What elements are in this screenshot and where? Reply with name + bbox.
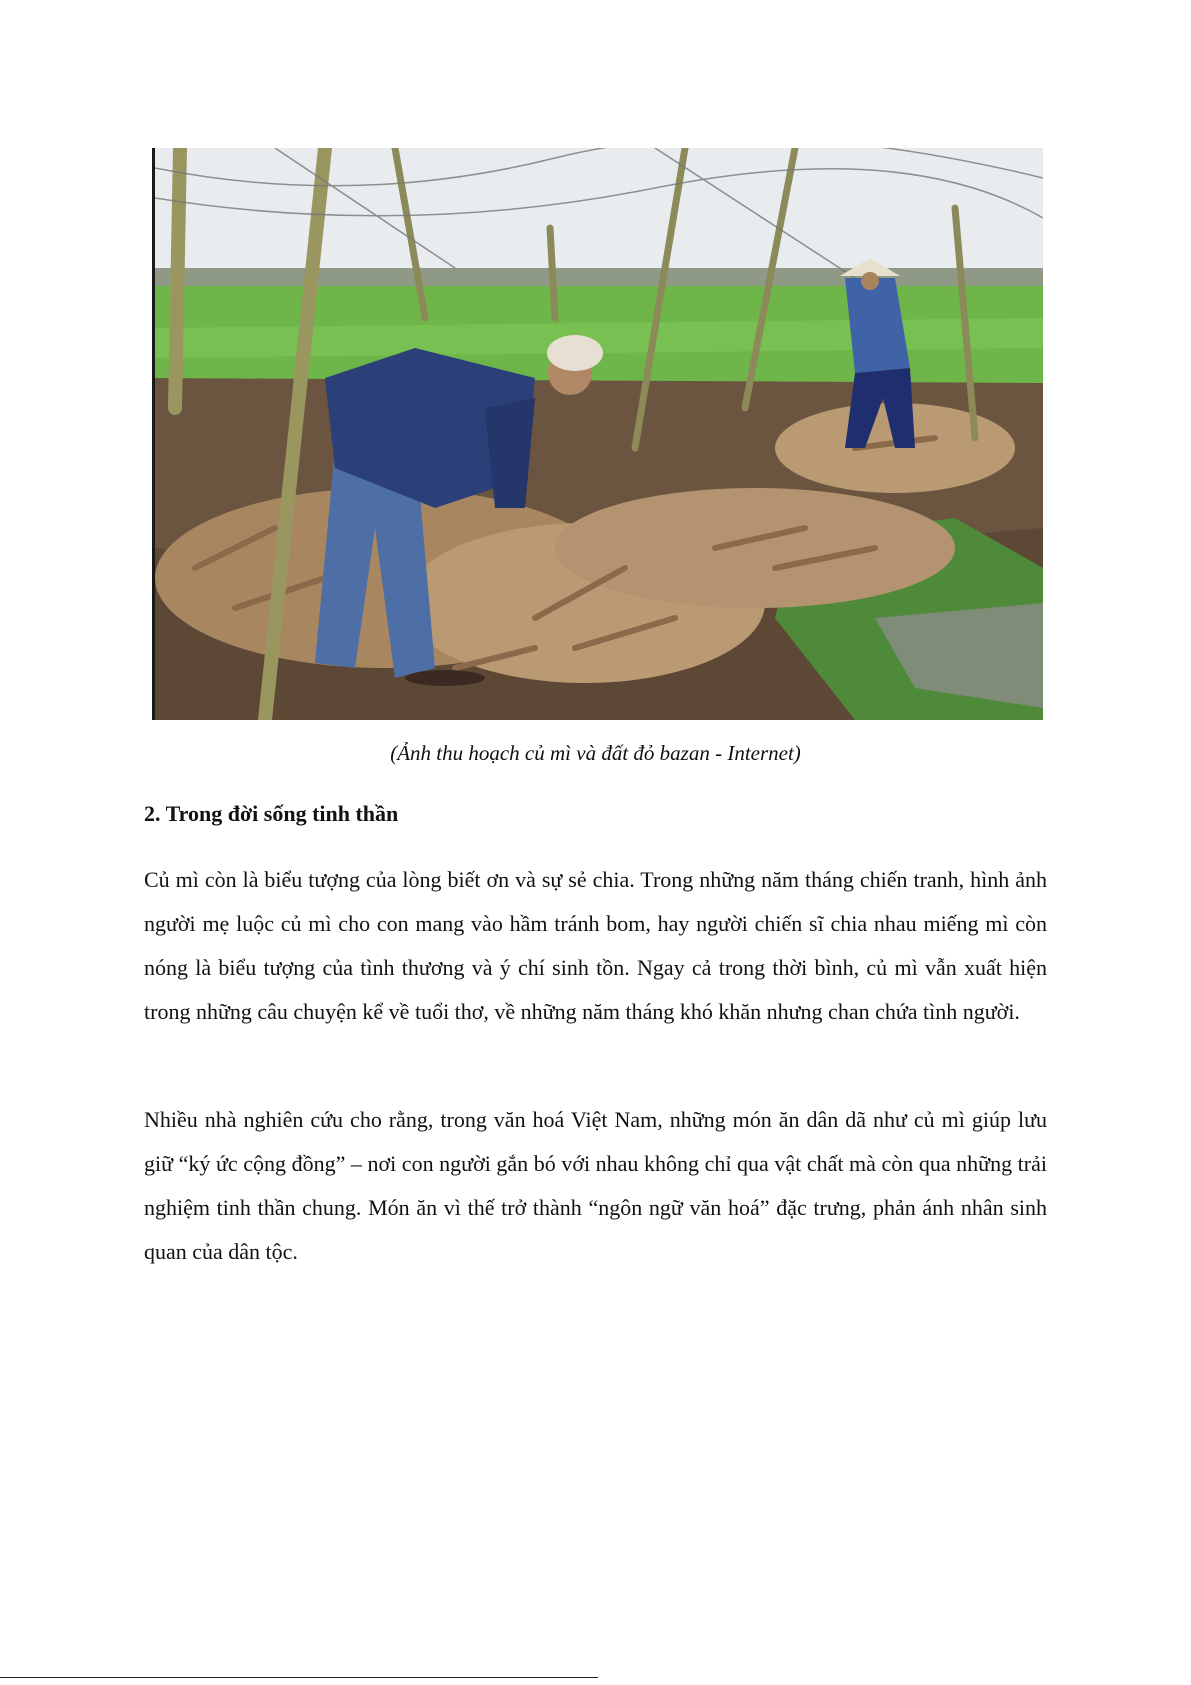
image-caption: (Ảnh thu hoạch củ mì và đất đỏ bazan - Internet) bbox=[390, 741, 801, 765]
photo-illustration bbox=[155, 148, 1043, 720]
section-heading: 2. Trong đời sống tinh thần bbox=[144, 801, 399, 826]
cassava-harvest-photo bbox=[152, 148, 1043, 720]
paragraph: Nhiều nhà nghiên cứu cho rằng, trong văn hoá Việt Nam, những món ăn dân dã như củ mì giúp lưu giữ “ký ức cộng đồng” – nơi con người gắn bó với nhau không chỉ qua vật chất mà còn qua những trải nghiệm tinh thần chung. Món ăn vì thế trở thành “ngôn ngữ văn hoá” đặc trưng, phản ánh nhân sinh quan của dân tộc. bbox=[144, 1107, 1047, 1264]
footnote-separator bbox=[0, 1677, 598, 1678]
paragraph: Củ mì còn là biểu tượng của lòng biết ơn và sự sẻ chia. Trong những năm tháng chiến tranh, hình ảnh người mẹ luộc củ mì cho con mang vào hầm tránh bom, hay người chiến sĩ chia nhau miếng mì còn nóng là biểu tượng của tình thương và ý chí sinh tồn. Ngay cả trong thời bình, củ mì vẫn xuất hiện trong những câu chuyện kể về tuổi thơ, về những năm tháng khó khăn nhưng chan chứa tình người. bbox=[144, 867, 1047, 1024]
